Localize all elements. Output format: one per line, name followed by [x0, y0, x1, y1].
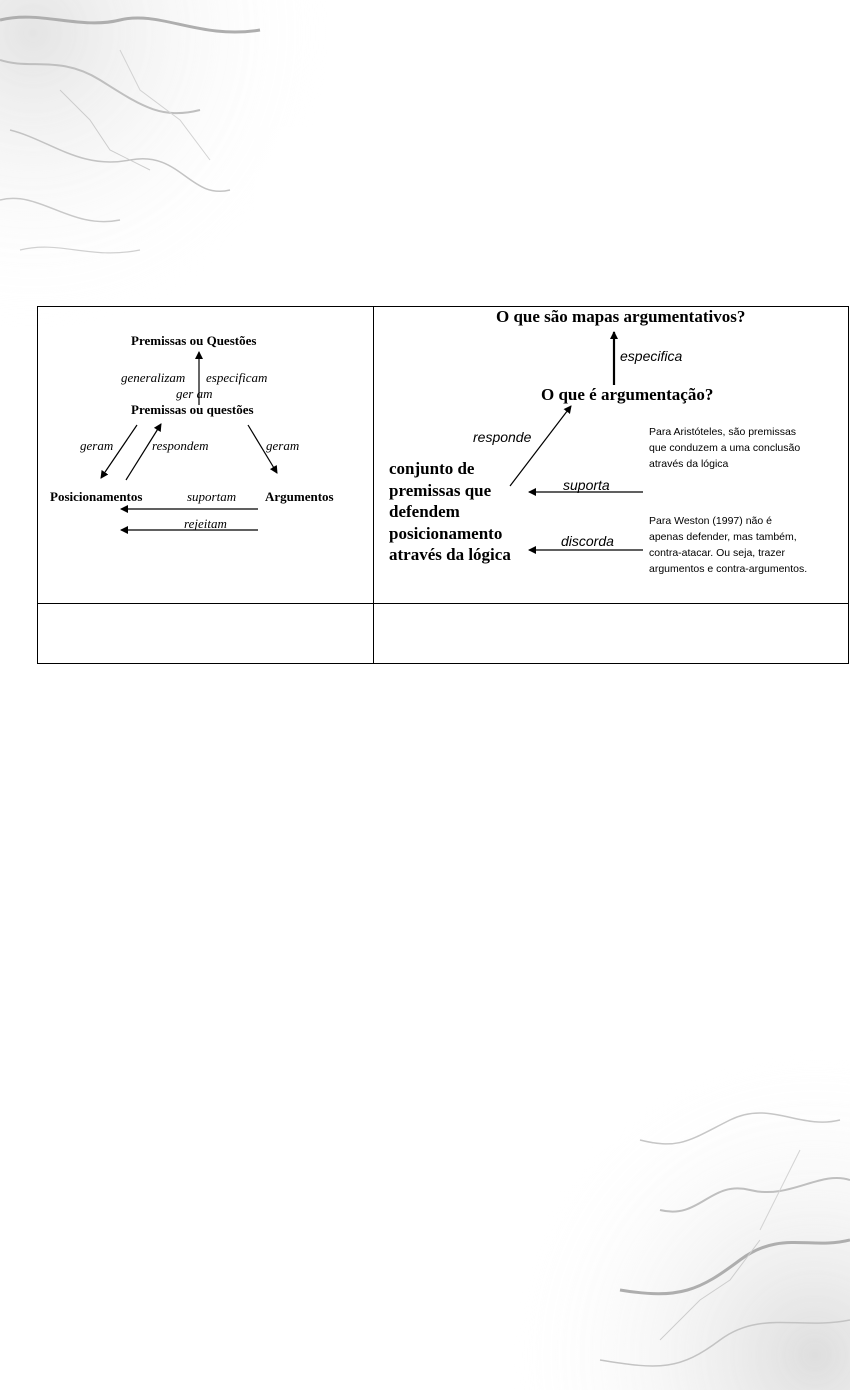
label-suporta: suporta — [563, 477, 610, 493]
label-especifica: especifica — [620, 348, 683, 364]
node-argumentos: Argumentos — [265, 489, 334, 504]
node-posicionamentos: Posicionamentos — [50, 489, 143, 504]
label-responde: responde — [473, 429, 532, 445]
note-weston: Para Weston (1997) não é apenas defender, mas também, contra-atacar. Ou seja, trazer argumentos e contra-argumentos. — [649, 515, 808, 575]
left-middle-node: Premissas ou questões — [131, 402, 254, 417]
conjunto-line-4: posicionamento — [389, 523, 503, 543]
label-suportam: suportam — [187, 489, 237, 504]
conjunto-line-2: premissas que — [389, 480, 492, 500]
label-discorda: discorda — [561, 533, 614, 549]
label-geram-top: ger am — [176, 386, 213, 401]
conjunto-line-3: defendem — [389, 502, 460, 521]
left-top-node: Premissas ou Questões — [131, 333, 257, 348]
node-conjunto — [389, 458, 511, 566]
node-argumentacao: O que é argumentação? — [541, 385, 714, 404]
label-especificam: especificam — [206, 370, 268, 385]
label-geram-right: geram — [266, 438, 300, 453]
note-aristoteles: Para Aristóteles, são premissas que conduzem a uma conclusão através da lógica — [649, 426, 801, 470]
label-respondem: respondem — [152, 438, 209, 453]
arrow-responde — [510, 406, 571, 486]
label-rejeitam: rejeitam — [184, 516, 227, 531]
conjunto-line-5: através da lógica — [389, 545, 511, 564]
label-generalizam: generalizam — [121, 370, 186, 385]
right-title-node: O que são mapas argumentativos? — [496, 307, 746, 326]
label-geram-left: geram — [80, 438, 114, 453]
conjunto-line-1: conjunto de — [389, 459, 475, 478]
